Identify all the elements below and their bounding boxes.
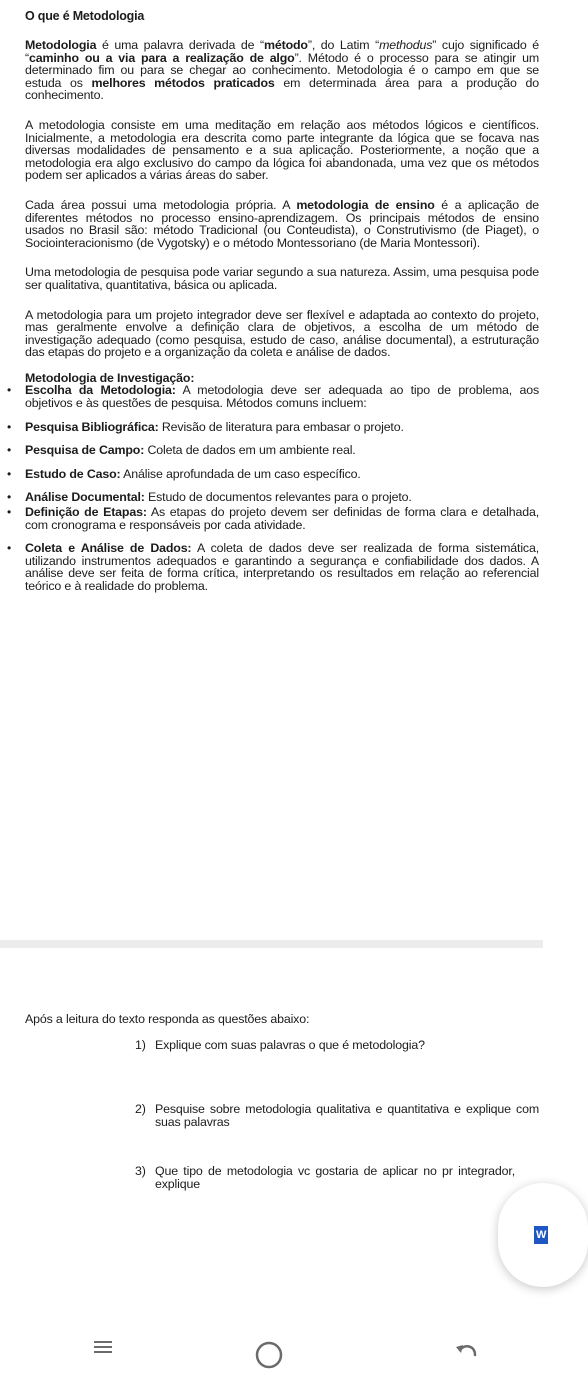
list-item: • Pesquisa Bibliográfica: Revisão de literatura para embasar o projeto.	[4, 421, 539, 434]
paragraph-teaching: Cada área possui uma metodologia própria. A metodologia de ensino é a aplicação de diferentes métodos no processo ensino-aprendizagem. Os principais métodos de ensino usados no Brasil são: método Tradicional (ou Conteudista), o Construtivismo (de Piaget), o Sociointeracionismo (de Vygotsky) e o método Montessoriano (de Maria Montessori).	[25, 197, 539, 250]
page-divider	[0, 940, 543, 948]
back-button[interactable]	[433, 1328, 493, 1375]
question-text: Pesquise sobre metodologia qualitativa e quantitativa e explique com suas palavras	[155, 1102, 539, 1129]
paragraph-research: Uma metodologia de pesquisa pode variar segundo a sua natureza. Assim, uma pesquisa pode ser qualitativa, quantitativa, básica ou aplicada.	[25, 265, 539, 292]
list-item: • Pesquisa de Campo: Coleta de dados em um ambiente real.	[4, 444, 539, 457]
question-1	[135, 1039, 539, 1052]
list-item: • Análise Documental: Estudo de documentos relevantes para o projeto.	[4, 491, 539, 504]
recent-apps-icon	[91, 1336, 115, 1356]
list-item: • Coleta e Análise de Dados: A coleta de dados deve ser realizada de forma sistemática, utilizando instrumentos adequados e garantindo a segurança e confiabilidade dos dados. A análise deve ser feita de forma crítica, interpretando os resultados em relação ao referencial teórico e à realidade do problema.	[4, 542, 539, 592]
paragraph-definition: Metodologia é uma palavra derivada de “método”, do Latim “methodus” cujo significado é “caminho ou a via para a realização de algo”. Método é o processo para se atingir um determinado fim ou para se chegar ao conhecimento. Metodologia é o campo em que se estuda os melhores métodos praticados em determinada área para a produção do conhecimento.	[25, 38, 539, 103]
back-icon	[451, 1336, 481, 1366]
bold-term: Metodologia	[25, 38, 97, 52]
questions-intro: Após a leitura do texto responda as questões abaixo:	[25, 1012, 310, 1026]
document-heading: O que é Metodologia	[25, 9, 145, 23]
question-2	[135, 1103, 539, 1129]
subheading-investigation: Metodologia de Investigação:	[25, 370, 195, 385]
list-item: • Definição de Etapas: As etapas do projeto devem ser definidas de forma clara e detalhada, com cronograma e responsáveis por cada atividade.	[4, 506, 539, 531]
question-number: 1)	[135, 1038, 146, 1052]
italic-term: methodus	[379, 38, 433, 52]
question-number: 3)	[135, 1164, 146, 1178]
system-navigation-bar	[0, 1328, 543, 1375]
bold-term: metodologia de ensino	[296, 197, 435, 212]
bold-term: método	[264, 38, 308, 52]
list-item: • Estudo de Caso: Análise aprofundada de um caso específico.	[4, 468, 539, 481]
bullet-list	[4, 384, 539, 592]
recent-apps-button[interactable]	[73, 1328, 133, 1375]
paragraph-project: A metodologia para um projeto integrador deve ser flexível e adaptada ao contexto do projeto, mas geralmente envolve a definição clara de objetivos, a escolha de um método de investigação adequado (como pesquisa, estudo de caso, análise documental), a estruturação das etapas do projeto e a organização da coleta e análise de dados.	[25, 307, 539, 360]
question-text: Explique com suas palavras o que é metodologia?	[155, 1038, 425, 1052]
question-text: Que tipo de metodologia vc gostaria de aplicar no pr integrador, explique	[155, 1164, 515, 1191]
bold-term: melhores métodos praticados	[91, 75, 275, 90]
question-number: 2)	[135, 1102, 146, 1116]
word-app-icon[interactable]: W	[534, 1226, 548, 1244]
document-page-2	[0, 948, 543, 1328]
question-3	[135, 1165, 515, 1191]
bold-term: caminho ou a via para a realização de algo	[28, 50, 295, 65]
home-button[interactable]	[236, 1328, 296, 1375]
home-icon	[254, 1336, 284, 1366]
list-item: • Escolha da Metodologia: A metodologia deve ser adequada ao tipo de problema, aos objetivos e às questões de pesquisa. Métodos comuns incluem:	[4, 384, 539, 409]
paragraph-history: A metodologia consiste em uma meditação em relação aos métodos lógicos e científicos. Inicialmente, a metodologia era descrita como parte integrante da lógica que se focava nas diversas modalidades de pensamento e a sua aplicação. Posteriormente, a noção que a metodologia era algo exclusivo do campo da lógica foi abandonada, uma vez que os métodos podem ser aplicados a várias áreas do saber.	[25, 117, 539, 183]
